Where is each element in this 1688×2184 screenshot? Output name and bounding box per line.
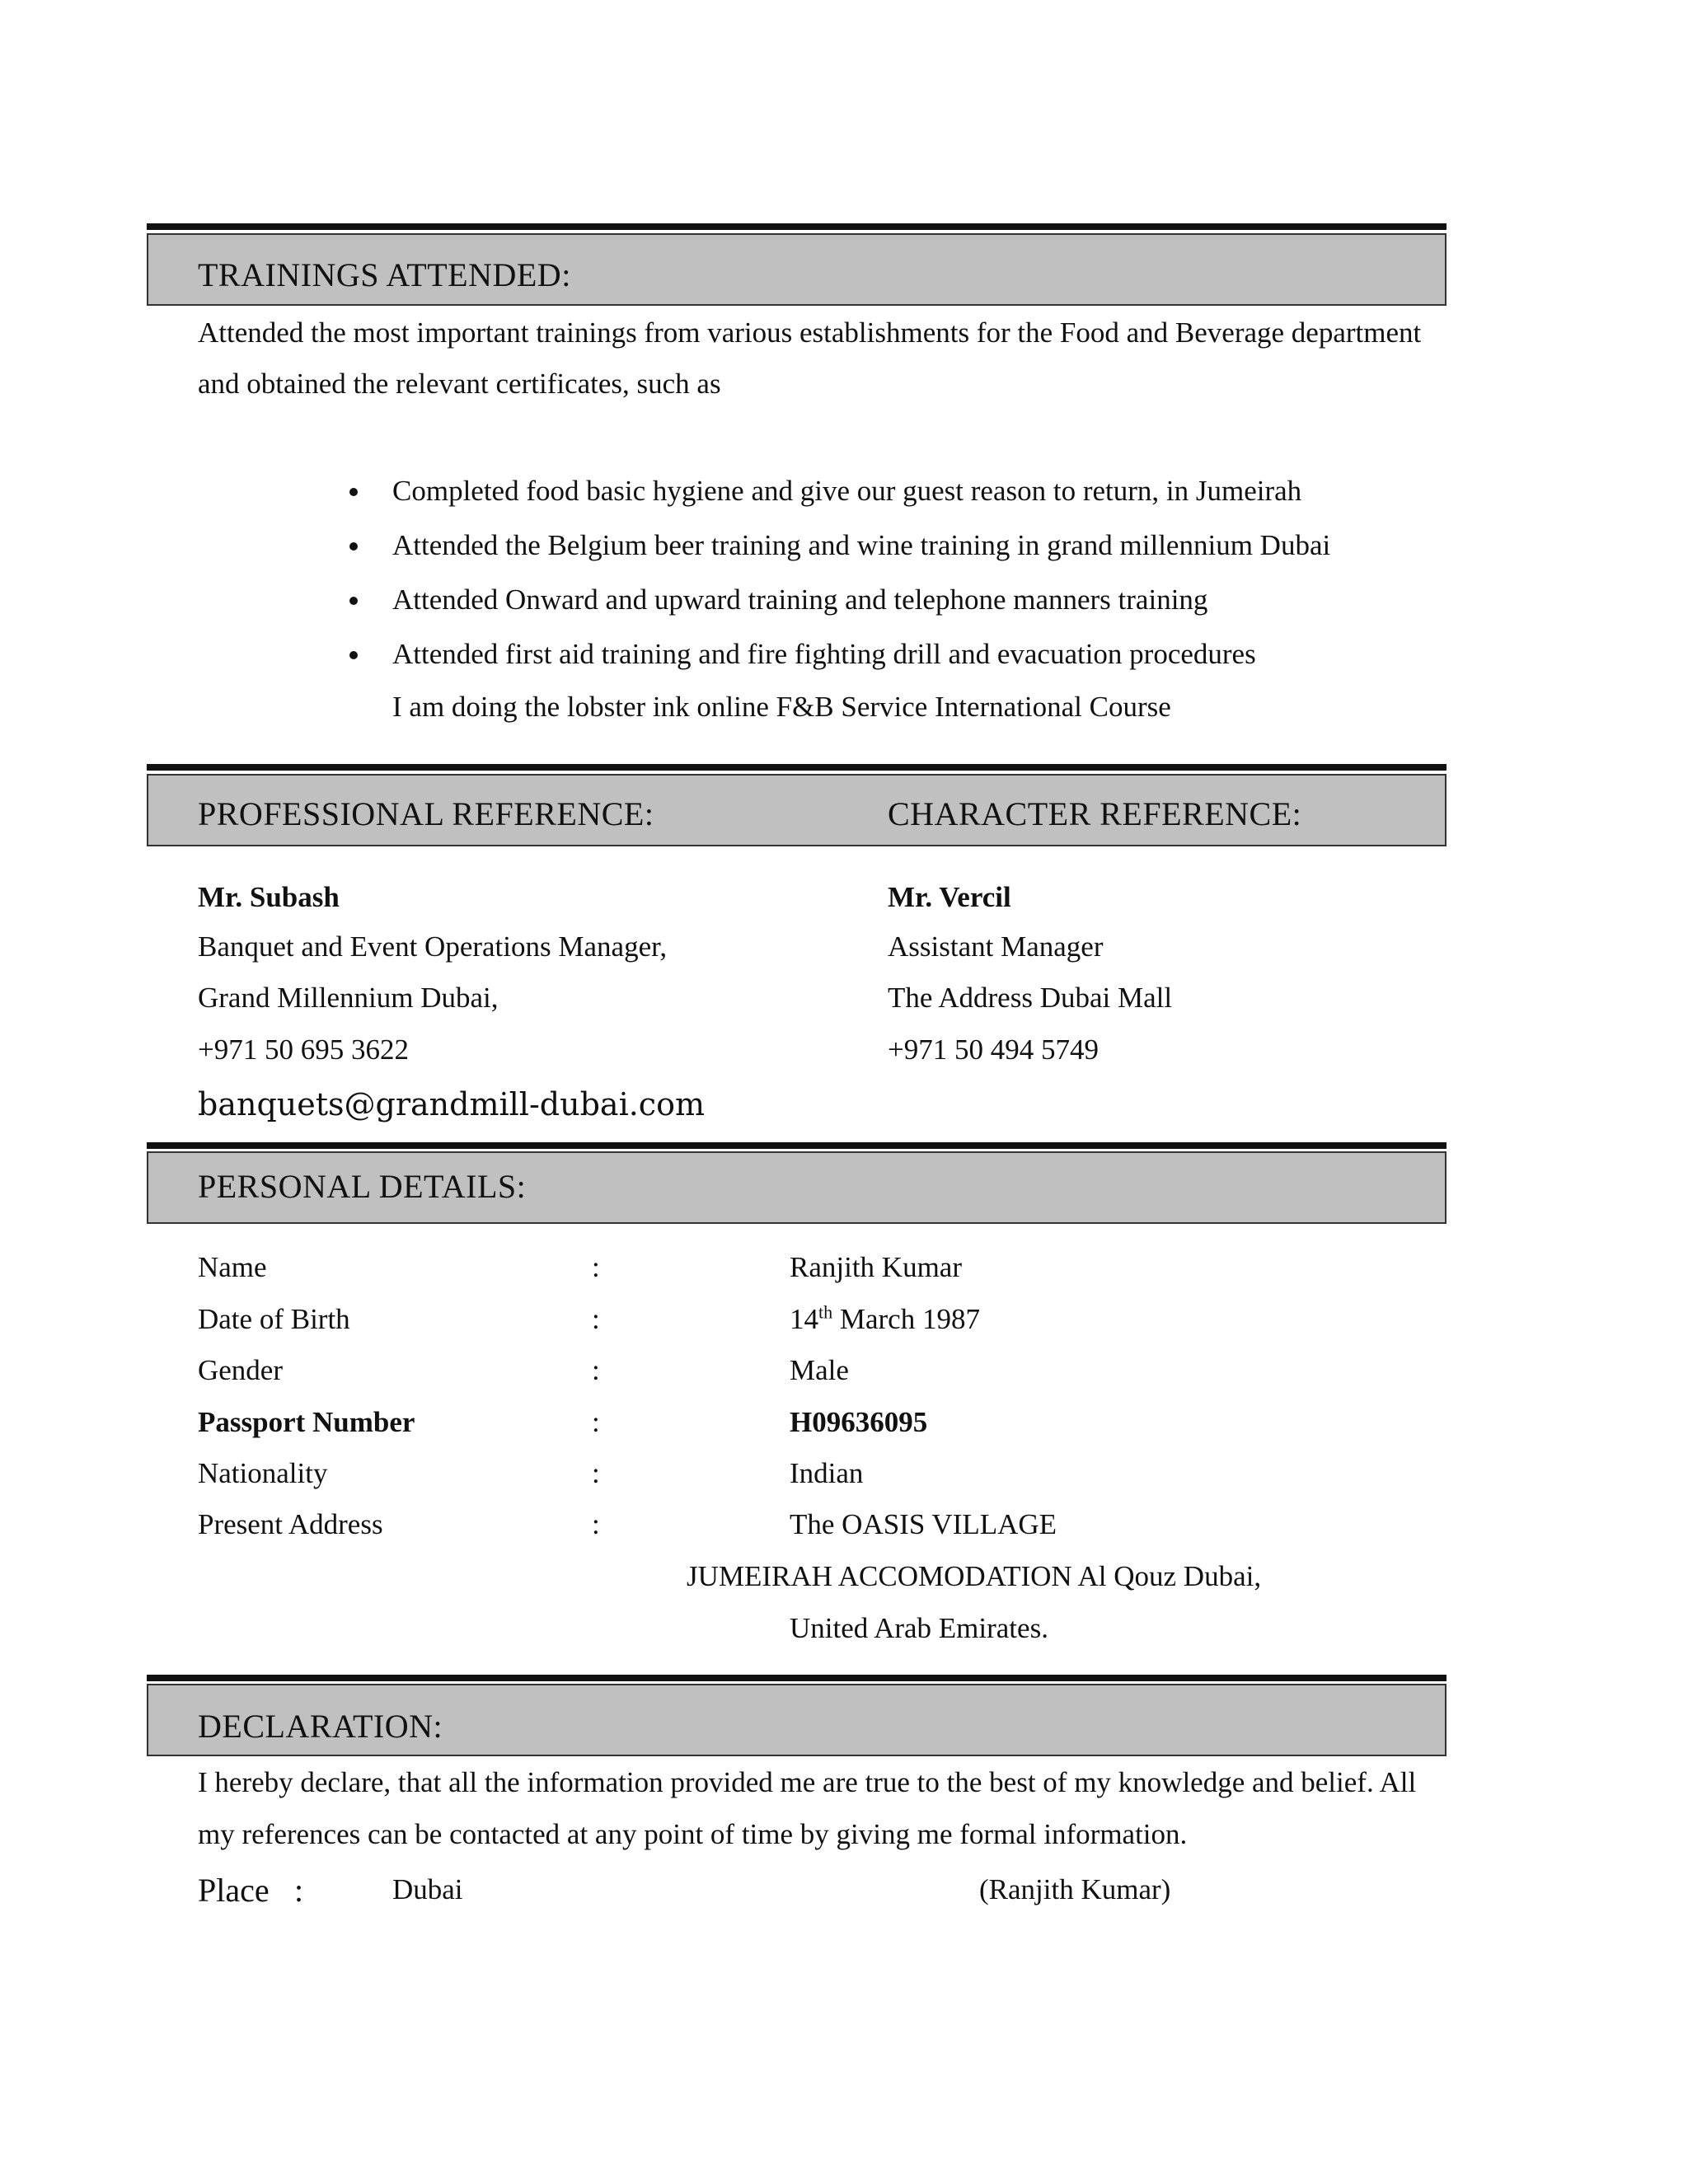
field-separator: : — [592, 1354, 600, 1386]
section-rule — [147, 1142, 1447, 1149]
section-rule — [147, 223, 1447, 230]
nationality-value: Indian — [790, 1457, 864, 1489]
bullet-icon — [349, 651, 358, 659]
professional-reference-company: Grand Millennium Dubai, — [198, 982, 499, 1014]
training-item: Attended the Belgium beer training and wine training in grand millennium Dubai — [392, 529, 1331, 561]
section-title-declaration: DECLARATION: — [198, 1708, 443, 1745]
trainings-intro-line2: and obtained the relevant certificates, such as — [198, 368, 721, 400]
dob-rest: March 1987 — [832, 1303, 980, 1335]
training-item: Attended Onward and upward training and telephone manners training — [392, 583, 1208, 616]
name-label: Name — [198, 1251, 267, 1283]
training-item: Completed food basic hygiene and give our guest reason to return, in Jumeirah — [392, 475, 1302, 507]
declaration-line1: I hereby declare, that all the information provided me are true to the best of my knowledge and belief. All — [198, 1766, 1417, 1798]
character-reference-role: Assistant Manager — [888, 930, 1104, 963]
character-reference-company: The Address Dubai Mall — [888, 982, 1173, 1014]
professional-reference-phone: +971 50 695 3622 — [198, 1033, 409, 1066]
character-reference-name: Mr. Vercil — [888, 881, 1011, 913]
field-separator: : — [592, 1303, 600, 1335]
section-title-professional-reference: PROFESSIONAL REFERENCE: — [198, 795, 654, 832]
professional-reference-role: Banquet and Event Operations Manager, — [198, 930, 668, 963]
signature-name: (Ranjith Kumar) — [979, 1873, 1171, 1905]
address-line3: United Arab Emirates. — [790, 1612, 1048, 1644]
section-rule — [147, 764, 1447, 771]
training-extra: I am doing the lobster ink online F&B Service International Course — [392, 691, 1171, 723]
professional-reference-email[interactable]: banquets@grandmill-dubai.com — [198, 1086, 705, 1122]
passport-label: Passport Number — [198, 1406, 415, 1438]
nationality-label: Nationality — [198, 1457, 328, 1489]
address-line2: JUMEIRAH ACCOMODATION Al Qouz Dubai, — [687, 1560, 1262, 1592]
professional-reference-name: Mr. Subash — [198, 881, 340, 913]
field-separator: : — [592, 1508, 600, 1540]
training-item: Attended first aid training and fire fighting drill and evacuation procedures — [392, 638, 1256, 670]
passport-value: H09636095 — [790, 1406, 928, 1438]
place-label: Place — [198, 1872, 270, 1909]
bullet-icon — [349, 542, 358, 551]
field-separator: : — [592, 1406, 600, 1438]
dob-label: Date of Birth — [198, 1303, 350, 1335]
address-line1: The OASIS VILLAGE — [790, 1508, 1057, 1540]
section-title-character-reference: CHARACTER REFERENCE: — [888, 795, 1302, 832]
field-separator: : — [592, 1457, 600, 1489]
gender-label: Gender — [198, 1354, 284, 1386]
section-title-personal-details: PERSONAL DETAILS: — [198, 1168, 527, 1205]
bullet-icon — [349, 488, 358, 496]
dob-suffix: th — [818, 1301, 833, 1323]
declaration-line2: my references can be contacted at any point of time by giving me formal information. — [198, 1818, 1188, 1850]
address-label: Present Address — [198, 1508, 383, 1540]
name-value: Ranjith Kumar — [790, 1251, 962, 1283]
dob-value — [790, 1301, 980, 1335]
character-reference-phone: +971 50 494 5749 — [888, 1033, 1099, 1066]
trainings-intro-line1: Attended the most important trainings from various establishments for the Food and Beverage department — [198, 316, 1422, 349]
gender-value: Male — [790, 1354, 849, 1386]
place-separator: : — [294, 1872, 304, 1909]
bullet-icon — [349, 597, 358, 605]
section-rule — [147, 1675, 1447, 1681]
field-separator: : — [592, 1251, 600, 1283]
section-title-trainings: TRAININGS ATTENDED: — [198, 256, 571, 293]
dob-day: 14 — [790, 1303, 818, 1335]
place-value: Dubai — [392, 1873, 463, 1905]
